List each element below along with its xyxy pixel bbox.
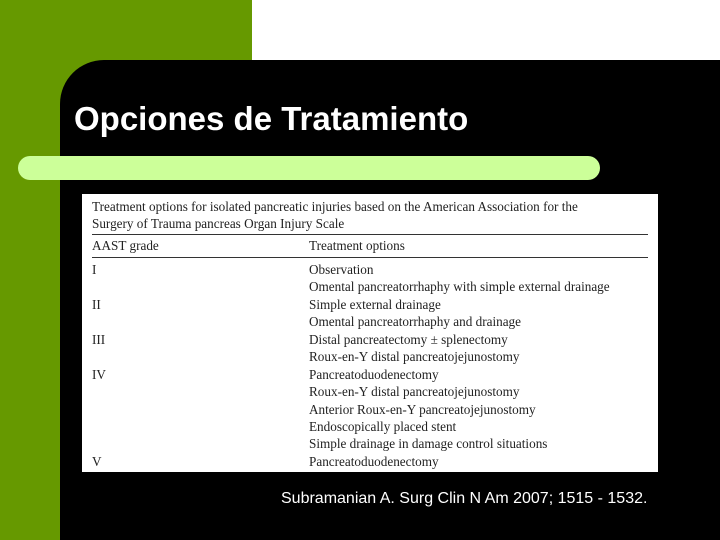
row-treatment-option: Anterior Roux-en-Y pancreatojejunostomy xyxy=(309,401,536,417)
table-row xyxy=(92,401,652,418)
row-treatment-option: Omental pancreatorrhaphy and drainage xyxy=(309,314,521,330)
row-treatment-option: Distal pancreatectomy ± splenectomy xyxy=(309,331,508,347)
row-treatment-option: Omental pancreatorrhaphy with simple external drainage xyxy=(309,279,610,295)
citation: Subramanian A. Surg Clin N Am 2007; 1515 - 1532. xyxy=(281,490,648,507)
treatment-table xyxy=(82,194,658,472)
table-row xyxy=(92,435,652,452)
table-row xyxy=(92,331,652,348)
row-treatment-option: Simple drainage in damage control situations xyxy=(309,436,548,452)
table-top-rule xyxy=(92,234,648,235)
title-underline-bar xyxy=(18,156,600,180)
row-treatment-option: Simple external drainage xyxy=(309,296,441,312)
table-caption xyxy=(92,198,652,232)
table-row xyxy=(92,453,652,470)
table-row xyxy=(92,348,652,365)
row-treatment-option: Pancreatoduodenectomy xyxy=(309,366,439,382)
table-row xyxy=(92,278,652,295)
header-treatment-options: Treatment options xyxy=(309,238,405,253)
table-body xyxy=(92,261,652,470)
table-caption-line: Surgery of Trauma pancreas Organ Injury Scale xyxy=(92,216,345,231)
row-grade: III xyxy=(92,331,106,347)
table-row xyxy=(92,296,652,313)
table-row xyxy=(92,366,652,383)
table-row xyxy=(92,383,652,400)
table-header-rule xyxy=(92,257,648,258)
table-row xyxy=(92,313,652,330)
table-row xyxy=(92,418,652,435)
table-caption-line: Treatment options for isolated pancreatic injuries based on the American Association for the xyxy=(92,199,578,214)
row-treatment-option: Roux-en-Y distal pancreatojejunostomy xyxy=(309,384,520,400)
row-grade: V xyxy=(92,453,102,469)
row-treatment-option: Roux-en-Y distal pancreatojejunostomy xyxy=(309,349,520,365)
row-treatment-option: Pancreatoduodenectomy xyxy=(309,453,439,469)
header-aast-grade: AAST grade xyxy=(92,238,159,253)
table-row xyxy=(92,261,652,278)
row-grade: II xyxy=(92,296,101,312)
row-grade: IV xyxy=(92,366,106,382)
slide-title: Opciones de Tratamiento xyxy=(74,100,469,137)
row-treatment-option: Endoscopically placed stent xyxy=(309,418,457,434)
row-treatment-option: Observation xyxy=(309,262,374,277)
row-grade: I xyxy=(92,262,97,277)
